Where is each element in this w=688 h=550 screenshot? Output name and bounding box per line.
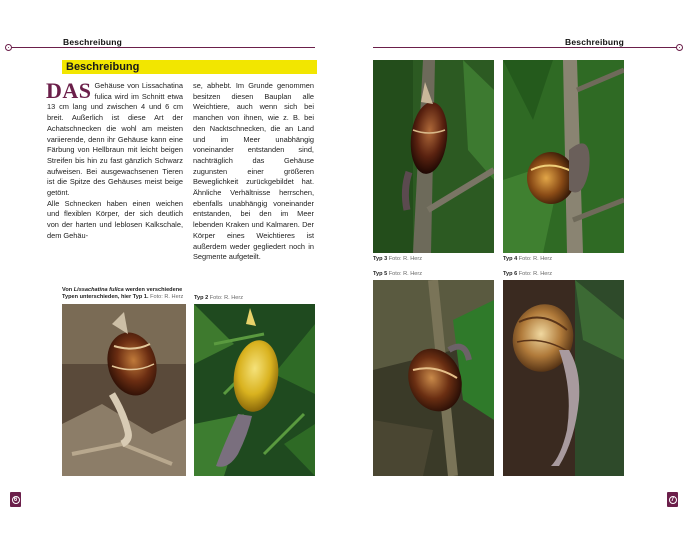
left-page-number — [10, 492, 21, 507]
photo-snail-type-5 — [373, 280, 494, 476]
caption-1-body: werden verschiedene Typen unterschieden, hier Typ 1. — [62, 287, 183, 300]
caption-type-3 — [373, 256, 422, 263]
caption-type-1 — [62, 287, 188, 301]
caption-4-credit: Foto: R. Herz — [518, 256, 553, 262]
caption-6-credit: Foto: R. Herz — [518, 271, 553, 277]
right-page-number-text: 7 — [669, 496, 677, 504]
caption-type-6 — [503, 271, 552, 278]
right-running-head: Beschreibung — [565, 37, 625, 47]
right-header-rule — [373, 47, 678, 48]
caption-type-5 — [373, 271, 422, 278]
caption-6-type: Typ 6 — [503, 271, 518, 277]
caption-2-type: Typ 2 — [194, 295, 209, 301]
caption-2-credit: Foto: R. Herz — [209, 295, 244, 301]
caption-5-type: Typ 5 — [373, 271, 388, 277]
photo-snail-type-2 — [194, 304, 315, 476]
text-column-2 — [193, 81, 314, 263]
left-running-head: Beschreibung — [63, 37, 123, 47]
photo-snail-type-4 — [503, 60, 624, 253]
left-header-rule — [11, 47, 315, 48]
right-page-number — [667, 492, 678, 507]
section-heading: Beschreibung — [62, 60, 317, 74]
paragraph-2: Alle Schnecken haben einen weichen und flexiblen Körper, der sich deutlich von der harten und leblosen Kalkschale, dem Gehäu- — [47, 198, 183, 240]
photo-snail-type-6 — [503, 280, 624, 476]
text-column-1 — [46, 78, 183, 242]
caption-1-species: Lissachatina fulica — [73, 287, 124, 293]
photo-snail-type-3 — [373, 60, 494, 253]
right-rule-ornament — [676, 44, 683, 51]
caption-1-credit: Foto: R. Herz — [150, 294, 184, 300]
caption-1-lead: Von — [62, 287, 73, 293]
caption-5-credit: Foto: R. Herz — [388, 271, 423, 277]
paragraph-1-text: Gehäuse von Lissachatina fulica wird im Schnitt etwa 13 cm lang und zwischen 4 und 6 cm breit. Außerlich ist diese Art der Achatschnecken die wohl am meisten variierende, denn ihr Gehäuse kann eine Färbung von Hellbraun mit leicht beigen Streifen bis hin zu fast gänzlich Schwarz aufweisen. Bei ausgewachsenen Tieren ist die Spitze des Gehäuses meist beige getönt. — [47, 81, 183, 198]
left-page-number-text: 6 — [12, 496, 20, 504]
dropcap: DAS — [46, 78, 92, 103]
paragraph-3: se, abhebt. Im Grunde genommen besitzen diesen Bauplan alle Weichtiere, auch wenn sich bei manchen von ihnen, wie z. B. bei den Nacktschnecken, die an Land und im Meer unabhängig voneinander entstanden sind, nachträglich das Gehäuse zugunsten einer größeren Beweglichkeit zurückgebildet hat. Ähnliche Verhältnisse herrschen, ebenfalls unabhängig voneinander entstanden, bei den im Meer lebenden Kraken und Kalmaren. Der Körper eines Weichtieres ist außerdem weder gegliedert noch in Segmente aufgeteilt. — [193, 81, 314, 262]
caption-type-2 — [194, 295, 314, 302]
caption-type-4 — [503, 256, 552, 263]
caption-3-credit: Foto: R. Herz — [388, 256, 423, 262]
caption-4-type: Typ 4 — [503, 256, 518, 262]
caption-3-type: Typ 3 — [373, 256, 388, 262]
paragraph-1 — [46, 78, 183, 199]
photo-snail-type-1 — [62, 304, 186, 476]
